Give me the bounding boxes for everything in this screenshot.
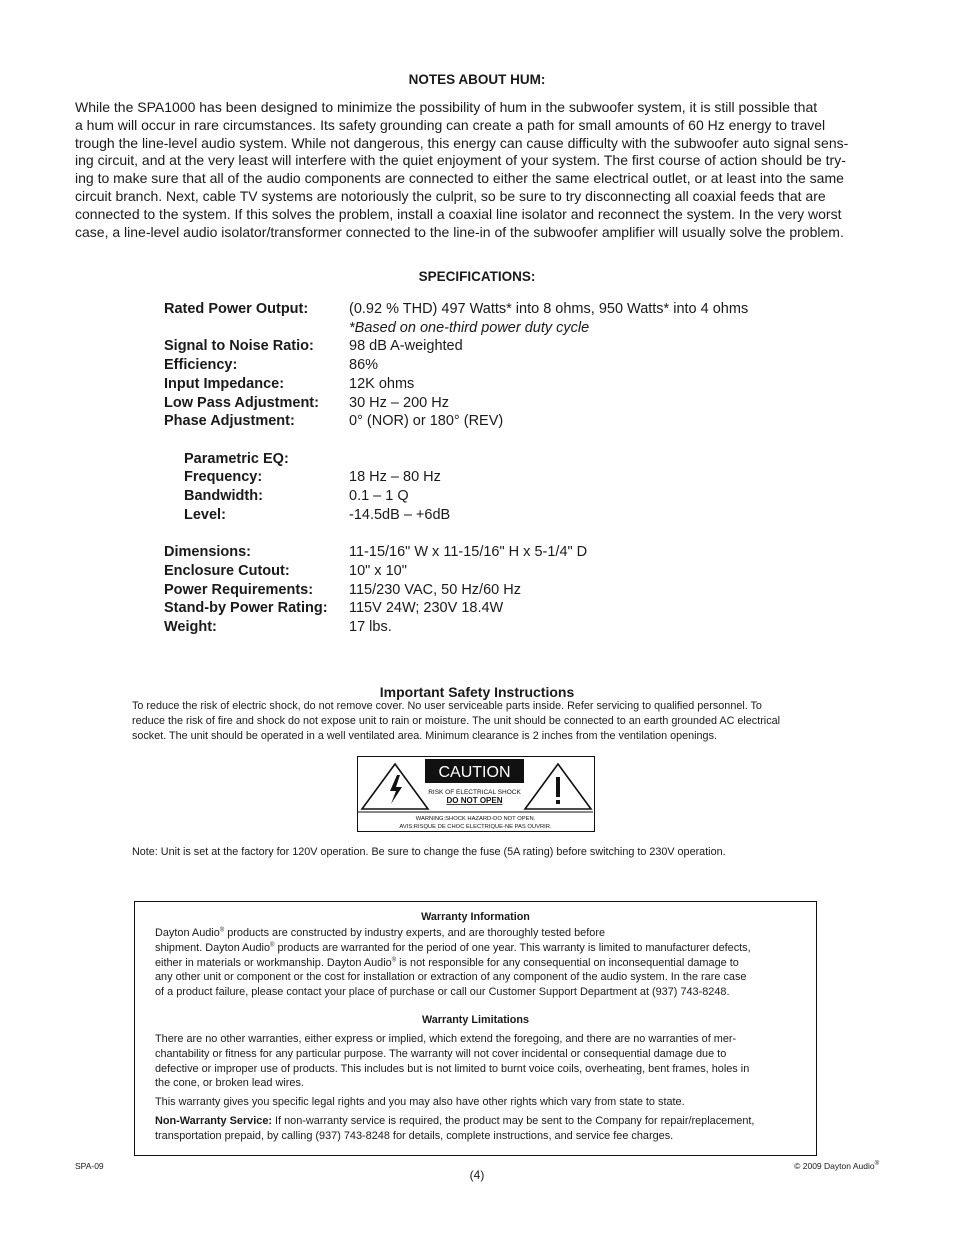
spec-value: 12K ohms xyxy=(349,376,415,392)
spec-label: Efficiency: xyxy=(164,357,238,373)
spec-value: (0.92 % THD) 497 Watts* into 8 ohms, 950 Watts* into 4 ohms xyxy=(349,301,749,317)
caution-graphic xyxy=(358,757,593,830)
safety-line: reduce the risk of fire and shock do not expose unit to rain or moisture. The unit should be connected to an earth grounded AC electrical xyxy=(132,715,781,727)
hum-line: circuit branch. Next, cable TV systems are notoriously the culprit, so be sure to try disconnecting all coaxial feeds that are xyxy=(75,187,826,204)
hum-line: While the SPA1000 has been designed to minimize the possibility of hum in the subwoofer system, it is still possible that xyxy=(75,99,818,115)
registered-mark: ® xyxy=(874,1161,879,1168)
warranty-box xyxy=(134,901,817,1156)
hum-line: trough the line-level audio system. While not dangerous, this energy can cause difficulty with the subwoofer auto signal sens- xyxy=(75,134,849,151)
spec-label: Enclosure Cutout: xyxy=(164,563,290,579)
spec-value: 17 lbs. xyxy=(349,619,392,635)
spec-label: Signal to Noise Ratio: xyxy=(164,338,314,354)
warranty-info-title: Warranty Information xyxy=(421,911,530,923)
warranty-text: either in materials or workmanship. Dayton Audio xyxy=(155,956,392,969)
caution-warning-english: WARNING:SHOCK HAZARD-DO NOT OPEN. xyxy=(415,816,536,822)
warranty-line: the cone, or broken lead wires. xyxy=(155,1077,304,1090)
warranty-text: shipment. Dayton Audio xyxy=(155,941,271,954)
copyright xyxy=(794,1161,879,1171)
spec-value: 10" x 10" xyxy=(349,563,407,579)
spec-label: Low Pass Adjustment: xyxy=(164,395,319,411)
registered-mark: ® xyxy=(270,942,275,949)
spec-value: -14.5dB – +6dB xyxy=(349,507,451,523)
voltage-note: Note: Unit is set at the factory for 120V operation. Be sure to change the fuse (5A rating) before switching to 230V operation. xyxy=(132,846,726,858)
registered-mark: ® xyxy=(219,927,225,934)
caution-warning-french: AVIS:RISQUE DE CHOC ELECTRIQUE-NE PAS OUVRIR. xyxy=(399,824,552,830)
spec-value: 115/230 VAC, 50 Hz/60 Hz xyxy=(349,582,521,598)
specifications-title: SPECIFICATIONS: xyxy=(418,269,536,284)
spec-value: 86% xyxy=(349,357,379,373)
spec-label: Stand-by Power Rating: xyxy=(164,600,328,616)
caution-heading: CAUTION xyxy=(438,764,511,781)
document-code: SPA-09 xyxy=(75,1161,104,1171)
brand-name: Dayton Audio xyxy=(155,927,220,939)
hum-line: a hum will occur in rare circumstances. Its safety grounding can create a path for small amounts of 60 Hz energy to travel xyxy=(75,116,826,133)
safety-paragraph xyxy=(132,699,822,744)
warranty-info-paragraph xyxy=(155,926,798,1000)
spec-footnote: *Based on one-third power duty cycle xyxy=(349,320,590,336)
caution-label xyxy=(357,756,595,832)
spec-label: Power Requirements: xyxy=(164,582,314,598)
exclamation-triangle-icon xyxy=(525,764,591,809)
warranty-line xyxy=(155,1114,798,1129)
spec-value: 11-15/16" W x 11-15/16" H x 5-1/4" D xyxy=(349,544,588,560)
spec-value: 0° (NOR) or 180° (REV) xyxy=(349,413,504,429)
warranty-line: transportation prepaid, by calling (937) 743-8248 for details, complete instructions, and service fee charges. xyxy=(155,1129,674,1142)
spec-value: 0.1 – 1 Q xyxy=(349,488,409,504)
caution-risk-text: RISK OF ELECTRICAL SHOCK xyxy=(428,789,521,796)
warranty-text: products are constructed by industry experts, and are thoroughly tested before xyxy=(224,927,606,939)
warranty-limitations-paragraph xyxy=(155,1032,798,1091)
copyright-text: © 2009 Dayton Audio xyxy=(794,1161,875,1171)
spec-label: Level: xyxy=(184,507,226,523)
spec-label: Input Impedance: xyxy=(164,376,285,392)
spec-label: Phase Adjustment: xyxy=(164,413,295,429)
caution-do-not-open: DO NOT OPEN xyxy=(446,796,503,805)
warranty-line: any other unit or component or the cost for installation or extraction of any component of the audio system. In the rare case xyxy=(155,971,747,984)
warranty-line xyxy=(155,956,798,971)
lightning-triangle-icon xyxy=(362,764,428,809)
hum-line: connected to the system. If this solves the problem, install a coaxial line isolator and reconnect the system. In the very worst xyxy=(75,205,842,222)
warranty-line: There are no other warranties, either express or implied, which extend the foregoing, and there are no warranties of mer- xyxy=(155,1033,737,1045)
hum-line: case, a line-level audio isolator/transformer connected to the line-in of the subwoofer amplifier will usually solve the problem. xyxy=(75,223,844,240)
warranty-line: defective or improper use of products. This includes but is not limited to burnt voice coils, overheating, bent frames, holes in xyxy=(155,1062,750,1075)
safety-title: Important Safety Instructions xyxy=(379,684,575,700)
spec-label: Frequency: xyxy=(184,469,263,485)
warranty-line: of a product failure, please contact your place of purchase or call our Customer Support Department at (937) 743-8248. xyxy=(155,986,730,999)
non-warranty-service xyxy=(155,1114,798,1144)
warranty-rights: This warranty gives you specific legal rights and you may also have other rights which vary from state to state. xyxy=(155,1096,685,1108)
warranty-line xyxy=(155,926,798,941)
warranty-text: is not responsible for any consequential on inconsequential damage to xyxy=(396,956,739,969)
hum-section-title: NOTES ABOUT HUM: xyxy=(408,72,546,87)
safety-line: To reduce the risk of electric shock, do not remove cover. No user serviceable parts inside. Refer servicing to qualified personnel. To xyxy=(132,700,762,712)
warranty-limitations-title: Warranty Limitations xyxy=(422,1014,529,1026)
spec-value: 98 dB A-weighted xyxy=(349,338,463,354)
spec-label: Rated Power Output: xyxy=(164,301,309,317)
spec-label: Parametric EQ: xyxy=(184,451,289,467)
spec-label: Weight: xyxy=(164,619,217,635)
spec-value: 115V 24W; 230V 18.4W xyxy=(349,600,504,616)
hum-line: ing to make sure that all of the audio components are connected to either the same electrical outlet, or at least into the same xyxy=(75,170,844,187)
page-number: (4) xyxy=(469,1168,485,1182)
spec-value: 18 Hz – 80 Hz xyxy=(349,469,441,485)
registered-mark: ® xyxy=(391,956,397,963)
non-warranty-label: Non-Warranty Service: xyxy=(155,1115,273,1127)
hum-paragraph xyxy=(75,99,875,241)
spec-value: 30 Hz – 200 Hz xyxy=(349,395,449,411)
spec-label: Dimensions: xyxy=(164,544,252,560)
warranty-text: If non-warranty service is required, the product may be sent to the Company for repair/replacement, xyxy=(272,1115,755,1127)
spec-label: Bandwidth: xyxy=(184,488,263,504)
safety-line: socket. The unit should be operated in a well ventilated area. Minimum clearance is 2 inches from the ventilation openings. xyxy=(132,730,717,742)
warranty-text: products are warranted for the period of one year. This warranty is limited to manufacturer defects, xyxy=(274,941,751,954)
hum-line: ing circuit, and at the very least will interfere with the quiet enjoyment of your system. The first course of action should be try- xyxy=(75,152,846,169)
warranty-line: chantability or fitness for any particular purpose. The warranty will not cover incidental or consequential damage due to xyxy=(155,1047,727,1060)
warranty-line xyxy=(155,941,798,956)
